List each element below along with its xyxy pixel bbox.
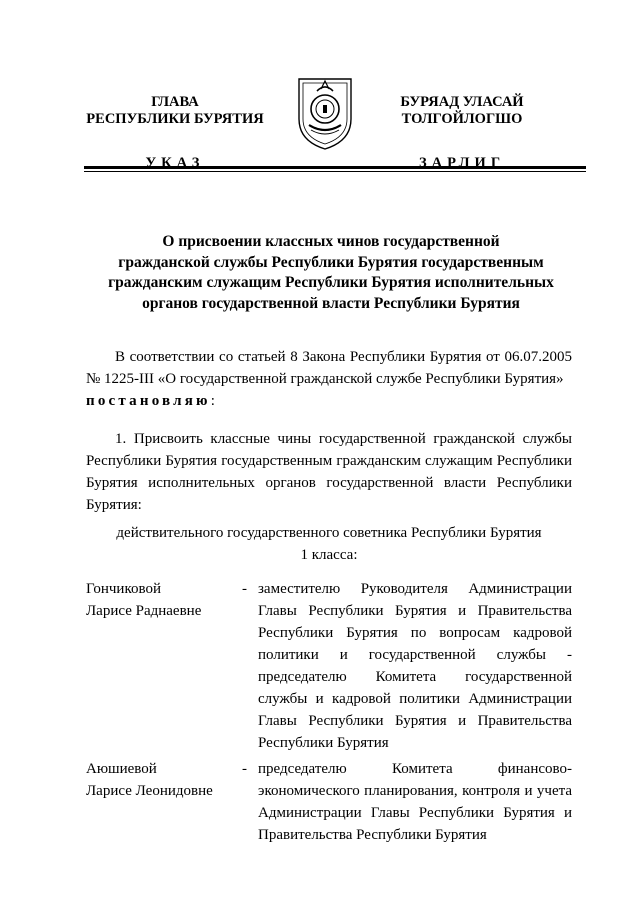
title-line-4: органов государственной власти Республики Бурятия: [142, 294, 520, 312]
appointee-2-position: председателю Комитета финансово-экономического планирования, контроля и учета Администрации Главы Республики Бурятия и Правительства Республики Бурятия: [258, 761, 572, 843]
appointee-2-dash: -: [242, 761, 247, 777]
decree-colon: :: [210, 393, 215, 409]
header-right-line1: БУРЯАД УЛАСАЙ: [400, 94, 524, 110]
appointee-1-name: [86, 578, 246, 622]
document-title: [90, 232, 572, 314]
header-divider: [84, 166, 586, 169]
appointee-1-dash: -: [242, 581, 247, 597]
preamble-paragraph: [86, 346, 572, 412]
rank-heading: [86, 522, 572, 566]
appointee-2-given-names: Ларисе Леонидовне: [86, 783, 213, 799]
appointee-1-position: заместителю Руководителя Администрации Главы Республики Бурятия и Правительства Республики Бурятия по вопросам кадровой политики и государственной службы - председателю Комитета государственной службы и кадровой политики Администрации Главы Республики Бурятия и Правительства Республики Бурятия: [258, 581, 572, 751]
header-right-line2: ТОЛГОЙЛОГШО: [401, 111, 523, 127]
title-line-1: О присвоении классных чинов государственной: [162, 233, 500, 250]
document-kind-bua: ЗАРЛИГ: [418, 155, 506, 171]
appointee-2-surname: Аюшиевой: [86, 761, 157, 777]
preamble-text: В соответствии со статьей 8 Закона Республики Бурятия от 06.07.2005 № 1225-III «О государственной гражданской службе Республики Бурятия»: [86, 349, 572, 387]
coat-of-arms-icon: [293, 75, 357, 151]
appointee-1-surname: Гончиковой: [86, 581, 161, 597]
rank-line-1: действительного государственного советника Республики Бурятия: [116, 525, 542, 541]
header-left-line1: ГЛАВА: [151, 94, 199, 110]
appointee-2-name: [86, 758, 246, 802]
header-right-block: [368, 94, 556, 172]
item-1-paragraph: 1. Присвоить классные чины государственной гражданской службы Республики Бурятия государственным гражданским служащим Республики Бурятия исполнительных органов государственной власти Республики Бурятия:: [86, 431, 572, 513]
title-line-3: гражданским служащим Республики Бурятия исполнительных: [108, 274, 554, 291]
header-left-line2: РЕСПУБЛИКИ БУРЯТИЯ: [86, 111, 264, 127]
rank-line-2: 1 класса:: [300, 547, 358, 563]
appointee-1-given-names: Ларисе Раднаевне: [86, 603, 202, 619]
header-divider-thin: [84, 171, 586, 172]
decree-word: постановляю: [86, 393, 211, 409]
header-left-block: [80, 94, 270, 172]
document-kind-ru: УКАЗ: [145, 155, 205, 171]
title-line-2: гражданской службы Республики Бурятия государственным: [118, 253, 544, 271]
